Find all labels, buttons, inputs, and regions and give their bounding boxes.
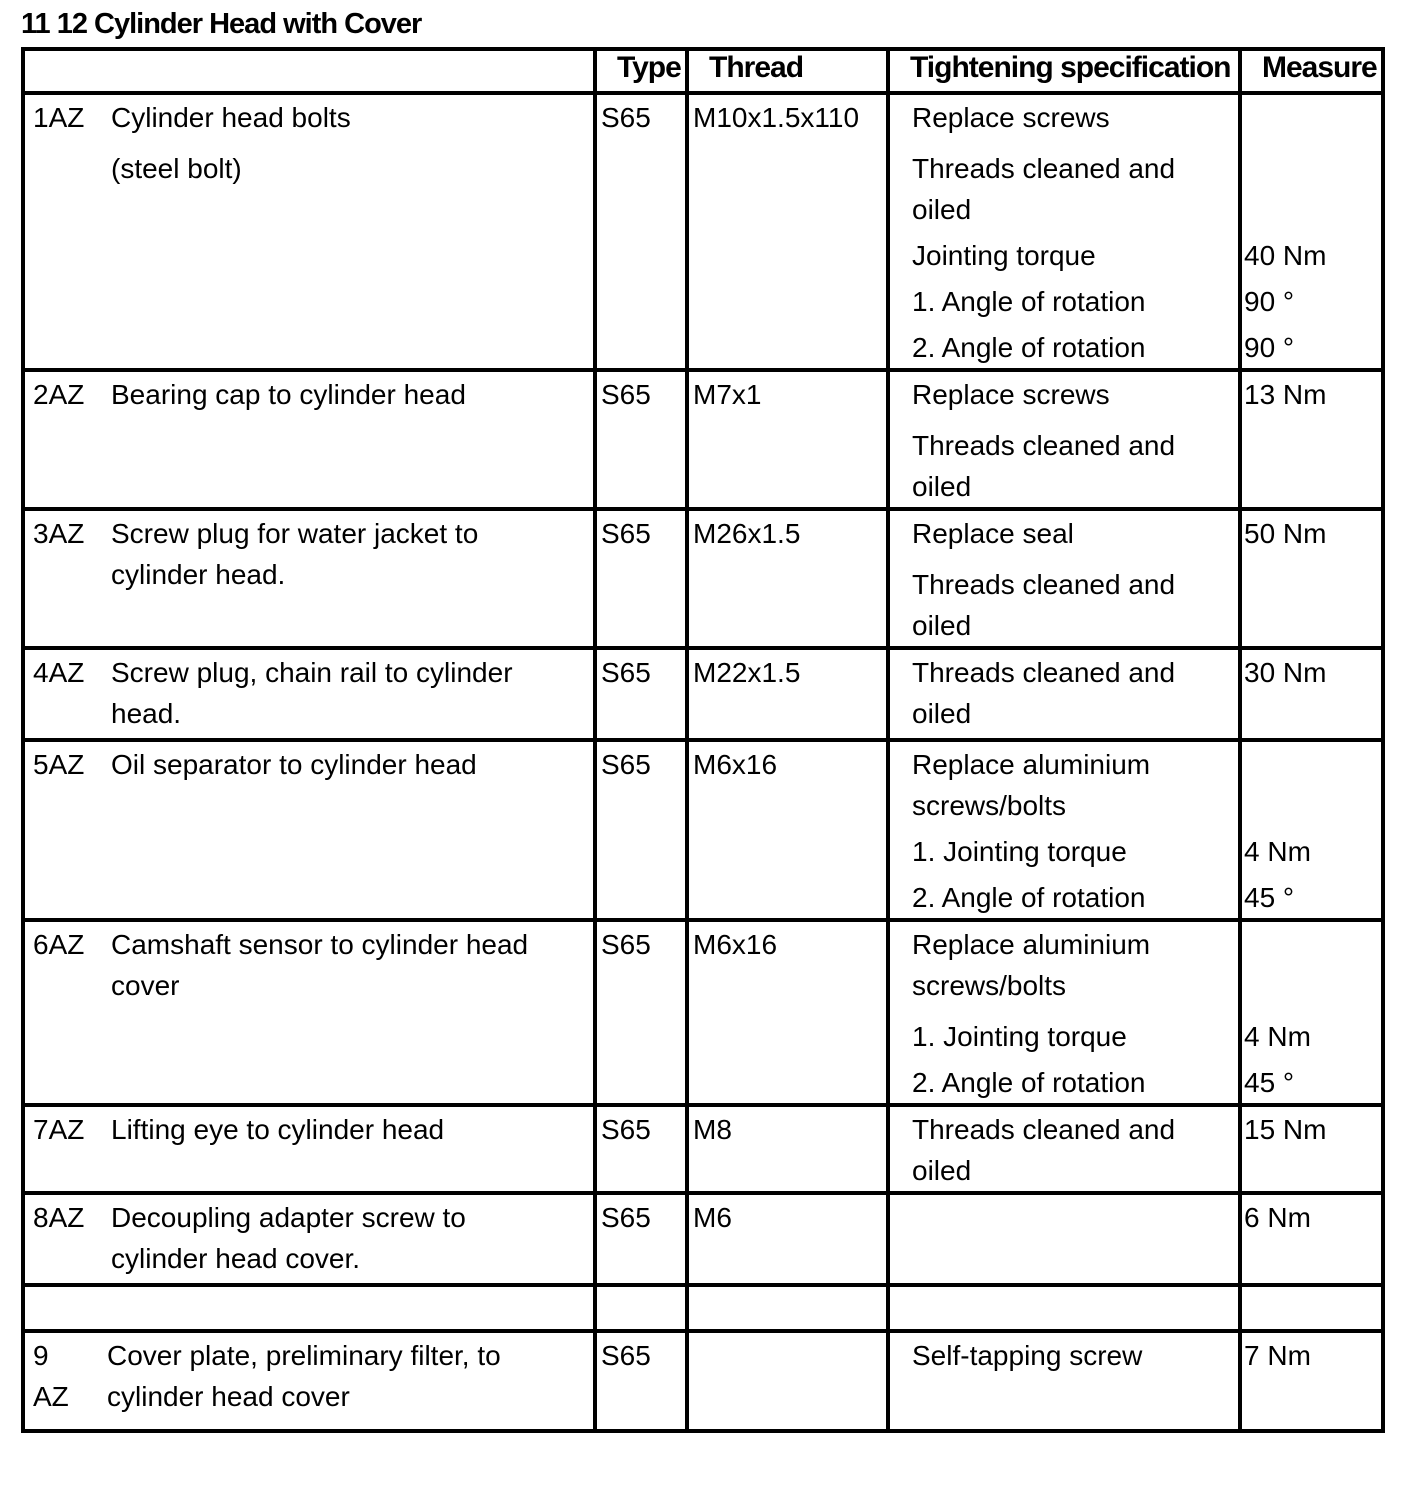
item-code: 6AZ [33, 929, 85, 960]
spec-line: Replace screws [912, 379, 1110, 410]
item-type: S65 [601, 657, 651, 688]
measure-value: 90 ° [1244, 332, 1295, 363]
item-code-suffix: AZ [33, 1381, 69, 1412]
spec-line: screws/bolts [912, 790, 1067, 821]
table-row [23, 1105, 1383, 1193]
table-row [23, 648, 1383, 740]
measure-value: 4 Nm [1244, 1021, 1311, 1052]
measure-value: 7 Nm [1244, 1340, 1311, 1371]
spec-line: Self-tapping screw [912, 1340, 1143, 1371]
spec-line: Replace aluminium [912, 749, 1151, 780]
measure-value: 15 Nm [1244, 1114, 1327, 1145]
item-thread: M7x1 [693, 379, 762, 410]
item-type: S65 [601, 929, 651, 960]
item-code: 8AZ [33, 1202, 85, 1233]
spec-line: Threads cleaned and [912, 569, 1176, 600]
spec-line: Threads cleaned and [912, 657, 1176, 688]
spec-line: 2. Angle of rotation [912, 882, 1146, 913]
item-type: S65 [601, 1202, 651, 1233]
table-row [23, 509, 1383, 648]
measure-value: 45 ° [1244, 1067, 1295, 1098]
table-row [23, 740, 1383, 920]
spec-line: Threads cleaned and [912, 430, 1176, 461]
item-description: Cover plate, preliminary filter, to [107, 1340, 501, 1371]
measure-value: 4 Nm [1244, 836, 1311, 867]
item-code: 4AZ [33, 657, 85, 688]
measure-value: 30 Nm [1244, 657, 1327, 688]
item-type: S65 [601, 1114, 651, 1145]
spec-line: 2. Angle of rotation [912, 332, 1146, 363]
measure-value: 40 Nm [1244, 240, 1327, 271]
spec-line: Replace screws [912, 102, 1110, 133]
item-type: S65 [601, 749, 651, 780]
item-code: 7AZ [33, 1114, 85, 1145]
item-thread: M10x1.5x110 [693, 102, 860, 133]
item-thread: M6 [693, 1202, 732, 1233]
item-description: Camshaft sensor to cylinder head [111, 929, 529, 960]
page-title: 11 12 Cylinder Head with Cover [21, 8, 422, 40]
table-row [23, 370, 1383, 509]
item-description: cylinder head cover. [111, 1243, 361, 1274]
empty-row [23, 1285, 1383, 1331]
spec-line: Replace seal [912, 518, 1074, 549]
spec-line: 1. Jointing torque [912, 836, 1127, 867]
spec-line: 1. Jointing torque [912, 1021, 1127, 1052]
item-thread: M8 [693, 1114, 732, 1145]
header-type: Type [595, 49, 687, 93]
spec-line: oiled [912, 698, 972, 729]
spec-line: 1. Angle of rotation [912, 286, 1146, 317]
item-description: Lifting eye to cylinder head [111, 1114, 445, 1145]
item-thread-empty [689, 1333, 886, 1335]
measure-value: 45 ° [1244, 882, 1295, 913]
item-description: Decoupling adapter screw to [111, 1202, 466, 1233]
measure-value: 6 Nm [1244, 1202, 1311, 1233]
item-thread: M6x16 [693, 929, 778, 960]
item-type: S65 [601, 1340, 651, 1371]
item-description: Screw plug, chain rail to cylinder [111, 657, 513, 688]
spec-empty [890, 1195, 1238, 1197]
header-tightening-specification: Tightening specification [888, 49, 1240, 93]
spec-line: screws/bolts [912, 970, 1067, 1001]
header-thread: Thread [687, 49, 888, 93]
table-row [23, 1331, 1383, 1431]
item-thread: M26x1.5 [693, 518, 801, 549]
header-item [23, 49, 595, 93]
item-code: 5AZ [33, 749, 85, 780]
spec-line: oiled [912, 610, 972, 641]
item-code: 1AZ [33, 102, 85, 133]
item-type: S65 [601, 379, 651, 410]
measure-value: 50 Nm [1244, 518, 1327, 549]
item-description: cylinder head. [111, 559, 286, 590]
spec-line: 2. Angle of rotation [912, 1067, 1146, 1098]
item-description: Cylinder head bolts [111, 102, 351, 133]
item-thread: M6x16 [693, 749, 778, 780]
item-code: 9 [33, 1340, 49, 1371]
header-row [23, 49, 1383, 93]
spec-line: oiled [912, 194, 972, 225]
item-description: cylinder head cover [107, 1381, 350, 1412]
item-thread: M22x1.5 [693, 657, 801, 688]
item-description-note: (steel bolt) [111, 153, 242, 184]
table-row [23, 920, 1383, 1105]
measure-value: 90 ° [1244, 286, 1295, 317]
header-measure: Measure [1240, 49, 1383, 93]
spec-line: Threads cleaned and [912, 1114, 1176, 1145]
item-type: S65 [601, 518, 651, 549]
item-code: 3AZ [33, 518, 85, 549]
item-code: 2AZ [33, 379, 85, 410]
table-row [23, 1193, 1383, 1285]
spec-line: oiled [912, 471, 972, 502]
torque-spec-table [21, 47, 1385, 1433]
measure-value: 13 Nm [1244, 379, 1327, 410]
item-description: Bearing cap to cylinder head [111, 379, 466, 410]
item-description: Screw plug for water jacket to [111, 518, 479, 549]
spec-line: Threads cleaned and [912, 153, 1176, 184]
item-description: cover [111, 970, 180, 1001]
item-type: S65 [601, 102, 651, 133]
spec-line: Jointing torque [912, 240, 1096, 271]
spec-line: Replace aluminium [912, 929, 1151, 960]
table-row [23, 93, 1383, 370]
item-description: Oil separator to cylinder head [111, 749, 477, 780]
item-description: head. [111, 698, 182, 729]
spec-line: oiled [912, 1155, 972, 1186]
